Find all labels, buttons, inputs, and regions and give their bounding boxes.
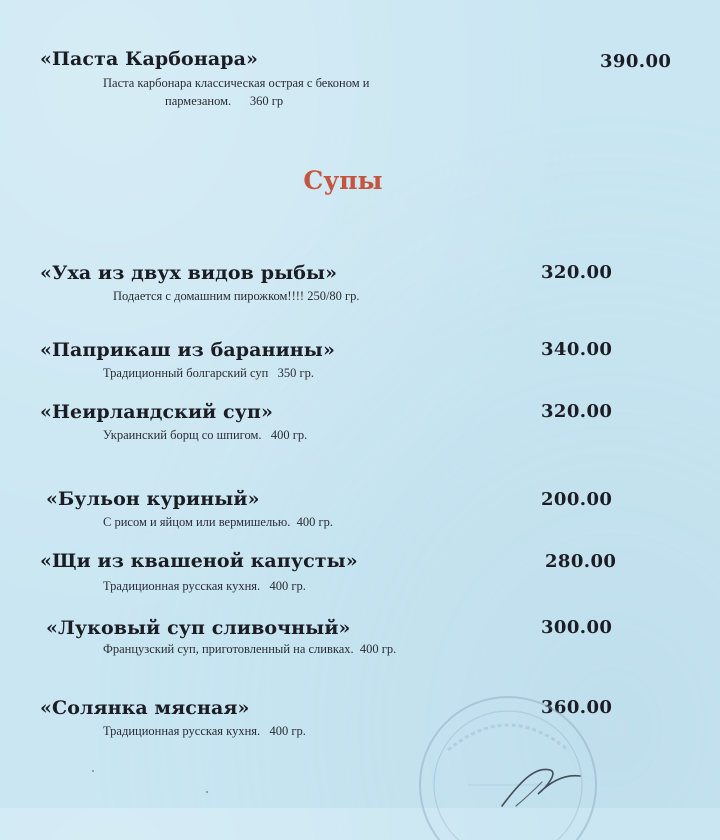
- signature: [480, 752, 600, 808]
- menu-item-price: 390.00: [600, 51, 672, 72]
- menu-item-description: Паста карбонара классическая острая с беконом и: [103, 76, 370, 90]
- menu-item-description: Подается с домашним пирожком!!!! 250/80 гр.: [113, 289, 360, 303]
- menu-item-description: Традиционный болгарский суп 350 гр.: [103, 366, 315, 380]
- menu-item-name: «Бульон куриный»: [46, 488, 260, 510]
- menu-item-description: Традиционная русская кухня. 400 гр.: [103, 579, 306, 593]
- menu-item-price: 320.00: [541, 262, 613, 283]
- menu-item-price: 360.00: [541, 697, 613, 718]
- menu-item-description: пармезаном. 360 гр: [165, 94, 284, 108]
- section-title: Супы: [303, 166, 383, 195]
- menu-item-name: «Щи из квашеной капусты»: [40, 550, 358, 572]
- menu-item-name: «Луковый суп сливочный»: [46, 617, 351, 639]
- menu-item-name: «Уха из двух видов рыбы»: [40, 262, 338, 284]
- menu-item-name: «Паприкаш из баранины»: [40, 339, 335, 361]
- paper-speck: [206, 791, 208, 793]
- menu-item-price: 320.00: [541, 401, 613, 422]
- menu-item-name: «Неирландский суп»: [40, 401, 273, 423]
- paper-speck: [92, 770, 94, 772]
- menu-item-description: Украинский борщ со шпигом. 400 гр.: [103, 428, 308, 442]
- menu-item-price: 200.00: [541, 489, 613, 510]
- menu-item-name: «Солянка мясная»: [40, 697, 250, 719]
- menu-item-price: 280.00: [545, 551, 617, 572]
- menu-item-price: 340.00: [541, 339, 613, 360]
- menu-item-price: 300.00: [541, 617, 613, 638]
- menu-item-name: «Паста Карбонара»: [40, 48, 259, 70]
- menu-item-description: С рисом и яйцом или вермишелью. 400 гр.: [103, 515, 333, 529]
- menu-item-description: Традиционная русская кухня. 400 гр.: [103, 724, 306, 738]
- menu-item-description: Французский суп, приготовленный на сливках. 400 гр.: [103, 642, 397, 656]
